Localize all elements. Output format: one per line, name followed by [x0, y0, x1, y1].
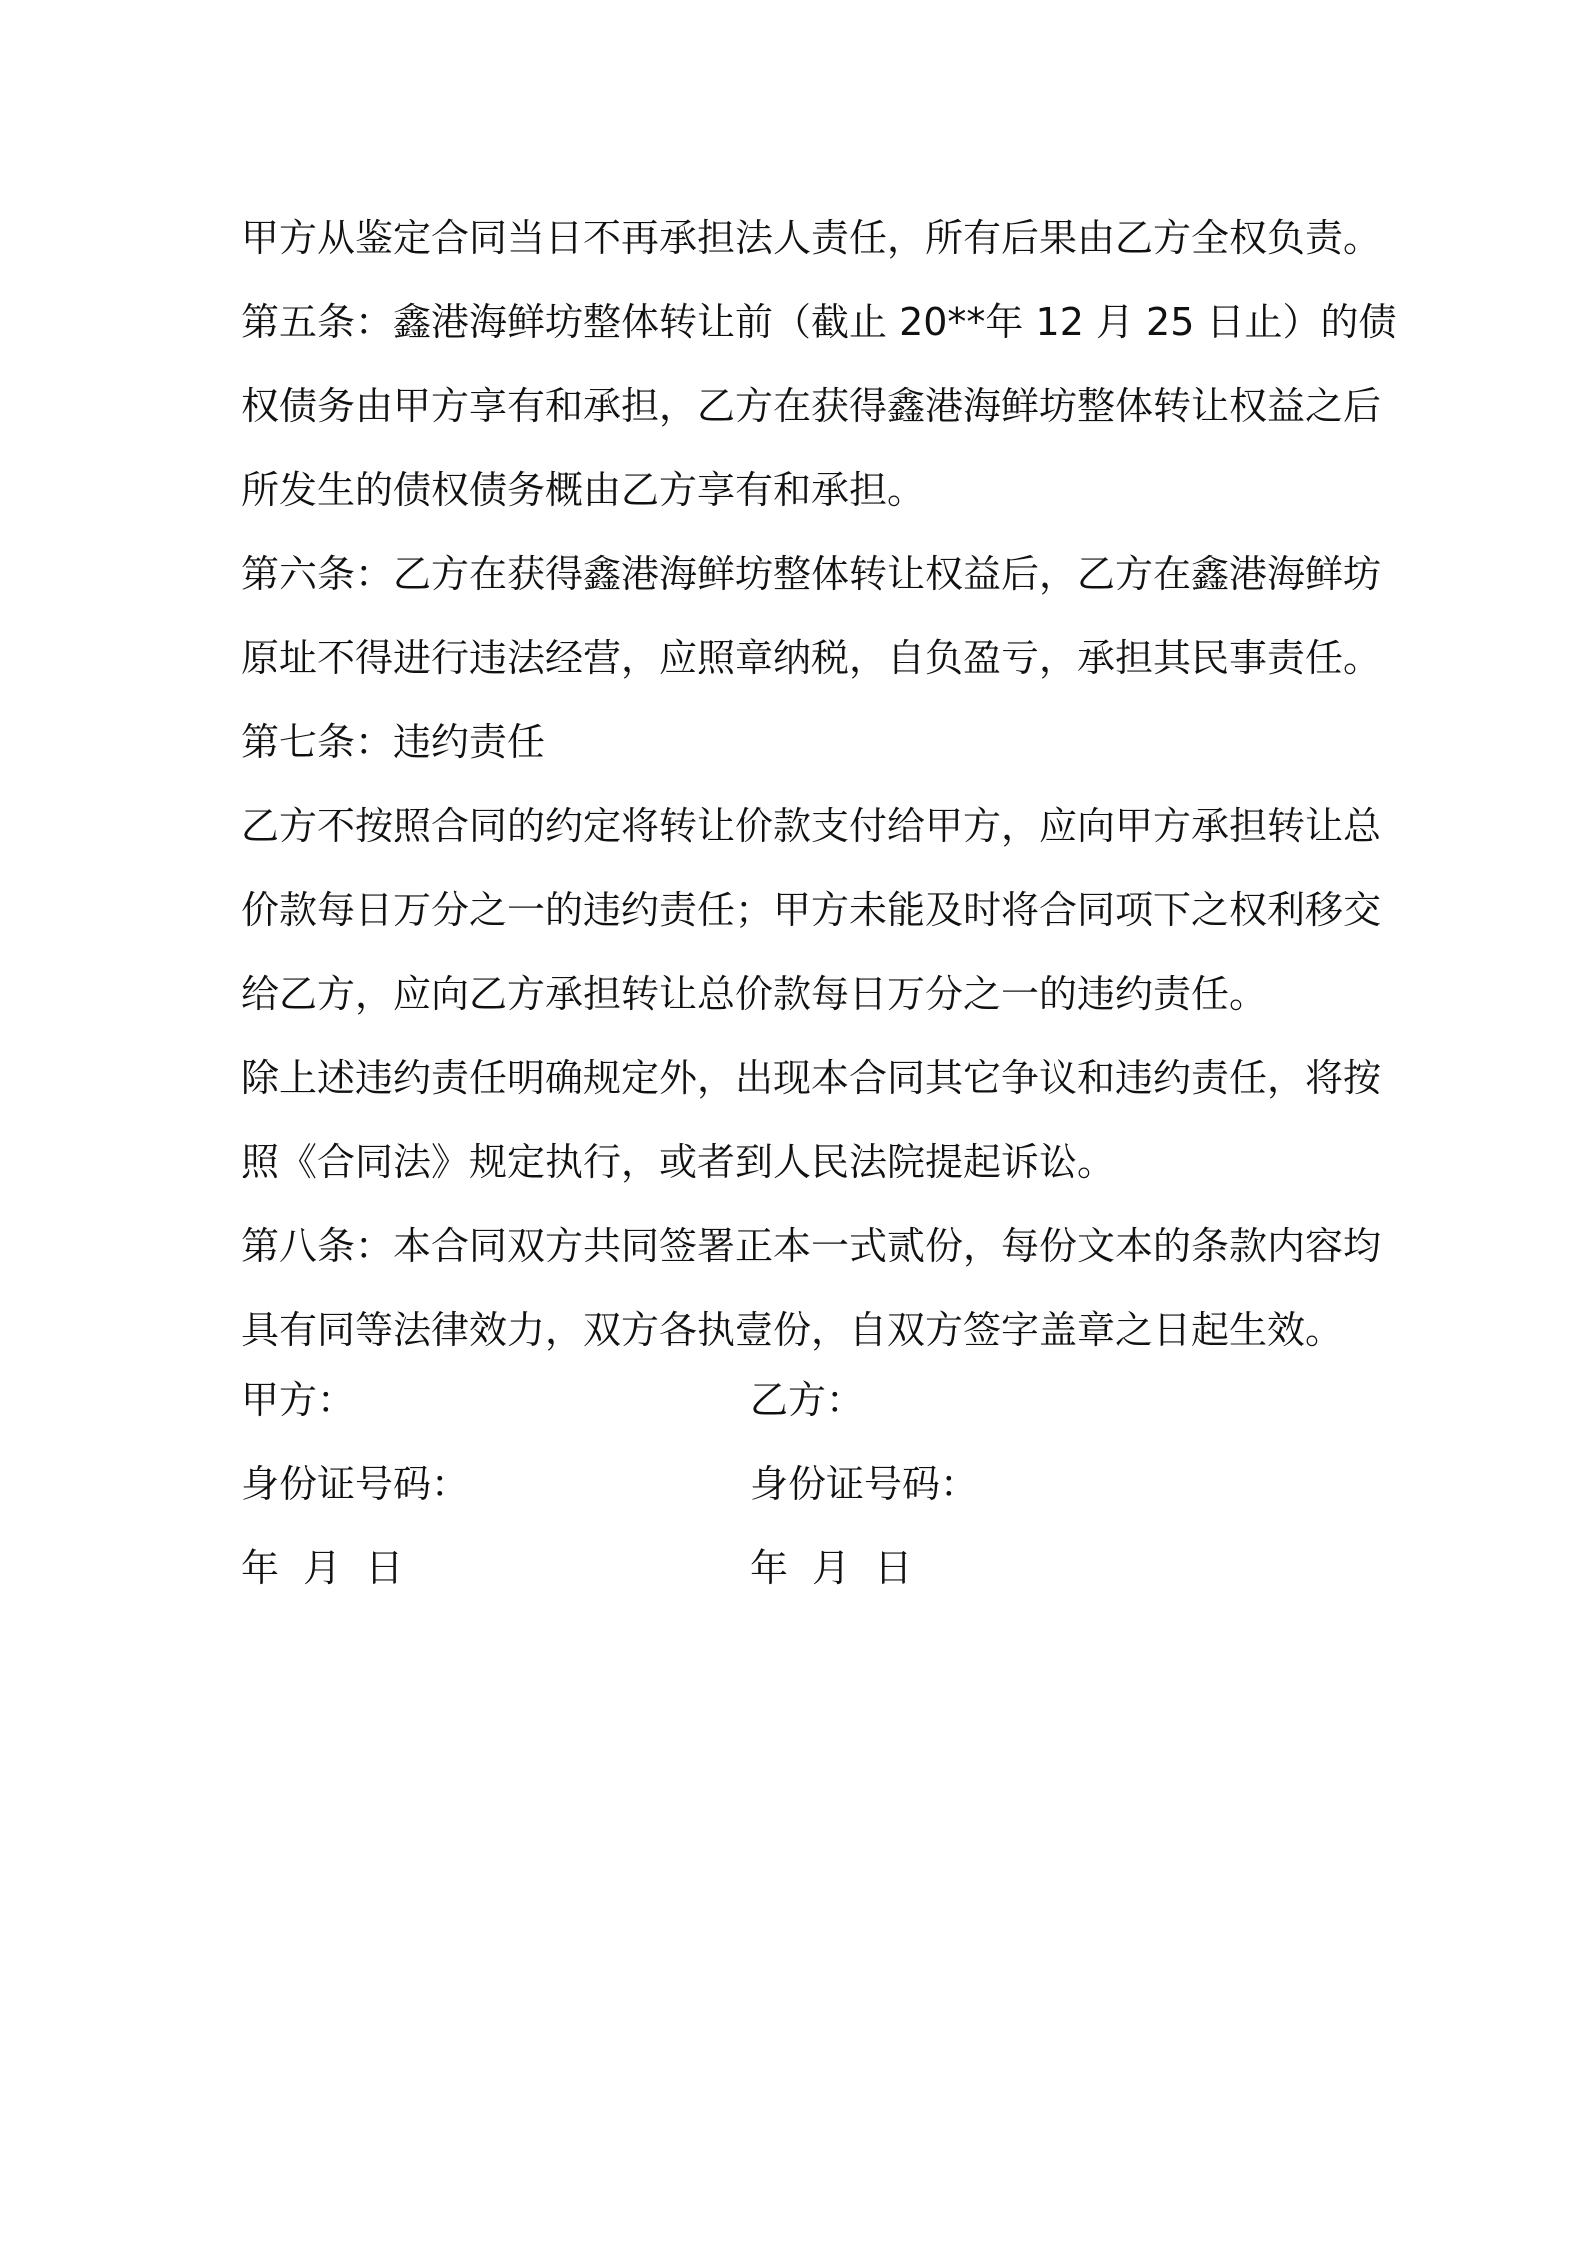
clause-8-line: 第八条：本合同双方共同签署正本一式贰份，每份文本的条款内容均	[241, 1224, 1382, 1268]
party-a-label: 甲方：	[241, 1378, 356, 1422]
text-line: 给乙方，应向乙方承担转让总价款每日万分之一的违约责任。	[241, 972, 1268, 1016]
clause-7-heading: 第七条：违约责任	[241, 720, 546, 764]
contract-body	[241, 196, 1397, 1372]
clause-6-line: 第六条：乙方在获得鑫港海鲜坊整体转让权益后，乙方在鑫港海鲜坊	[241, 552, 1382, 596]
text-line: 乙方不按照合同的约定将转让价款支付给甲方，应向甲方承担转让总	[241, 804, 1382, 848]
party-a-date: 年 月 日	[241, 1546, 404, 1590]
party-a-id-label: 身份证号码：	[241, 1462, 470, 1506]
text-line: 原址不得进行违法经营，应照章纳税，自负盈亏，承担其民事责任。	[241, 636, 1382, 680]
clause-5-line: 第五条：鑫港海鲜坊整体转让前（截止 20**年 12 月 25 日止）的债	[241, 300, 1397, 344]
party-b-signature-block	[750, 1358, 978, 1610]
text-line: 甲方从鉴定合同当日不再承担法人责任，所有后果由乙方全权负责。	[241, 216, 1382, 260]
party-b-id-label: 身份证号码：	[750, 1462, 979, 1506]
text-line: 照《合同法》规定执行，或者到人民法院提起诉讼。	[241, 1140, 1116, 1184]
party-a-signature-block	[241, 1358, 469, 1610]
text-line: 权债务由甲方享有和承担，乙方在获得鑫港海鲜坊整体转让权益之后	[241, 384, 1382, 428]
text-line: 所发生的债权债务概由乙方享有和承担。	[241, 468, 926, 512]
party-b-date: 年 月 日	[750, 1546, 913, 1590]
party-b-label: 乙方：	[750, 1378, 865, 1422]
text-line: 除上述违约责任明确规定外，出现本合同其它争议和违约责任，将按	[241, 1056, 1382, 1100]
text-line: 价款每日万分之一的违约责任；甲方未能及时将合同项下之权利移交	[241, 888, 1382, 932]
text-line: 具有同等法律效力，双方各执壹份，自双方签字盖章之日起生效。	[241, 1308, 1344, 1352]
